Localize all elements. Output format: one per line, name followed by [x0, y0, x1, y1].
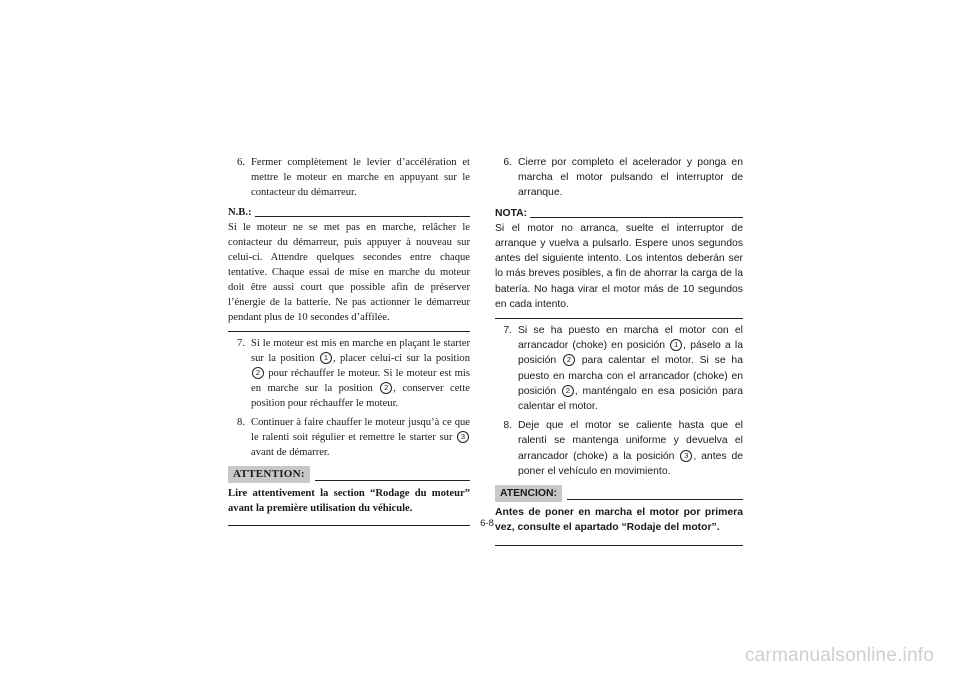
note-underline	[530, 217, 743, 218]
position-2-marker: 2	[380, 382, 392, 394]
step-number: 7.	[503, 325, 512, 337]
note-header-es	[495, 206, 743, 221]
warning-underline	[315, 480, 470, 481]
note-label: NOTA:	[495, 207, 528, 219]
position-2-marker: 2	[562, 385, 574, 397]
warning-header-es	[495, 485, 743, 502]
step-6-fr	[228, 155, 470, 200]
note-divider	[228, 331, 470, 332]
step-text	[251, 415, 470, 460]
step-text-part: Si le moteur est mis en marche en plaçant le starter sur la position	[251, 338, 470, 364]
warning-underline	[567, 499, 743, 500]
step-number: 6.	[237, 157, 245, 168]
step-text-part: , páselo a la posición	[518, 340, 743, 367]
position-1-marker: 1	[320, 352, 332, 364]
warning-header-fr	[228, 466, 470, 483]
warning-text-fr: Lire attentivement la section “Rodage du moteur” avant la première utilisation du véhicule.	[228, 488, 470, 514]
step-8-fr	[228, 415, 470, 460]
step-text-part: Si se ha puesto en marcha el motor con el arrancador (choke) en posición	[518, 325, 743, 352]
step-number: 6.	[503, 157, 512, 168]
step-7-es	[495, 323, 743, 414]
warning-text-es: Antes de poner en marcha el motor por primera vez, consulte el apartado “Rodaje del motor”.	[495, 507, 743, 534]
step-text-part: Continuer à faire chauffer le moteur jusqu’à ce que le ralenti soit régulier et remettre le starter sur	[251, 417, 470, 443]
step-text-part: , antes de poner el vehículo en movimiento.	[518, 450, 744, 477]
note-label: N.B.:	[228, 207, 252, 218]
step-text: Cierre por completo el acelerador y ponga en marcha el motor pulsando el interruptor de arranque.	[518, 157, 743, 199]
page-number: 6-8	[480, 518, 494, 529]
step-6-es	[495, 155, 743, 201]
step-number: 8.	[503, 420, 512, 432]
step-number: 8.	[237, 417, 245, 428]
position-2-marker: 2	[563, 354, 575, 366]
step-text	[518, 418, 743, 479]
french-column	[228, 155, 470, 526]
note-text-es: Si el motor no arranca, suelte el interruptor de arranque y vuelva a pulsarlo. Espere unos segundos antes del siguiente intento. Los intentos deberán ser lo más breves posibles, a fin de ahorrar la carga de la batería. No haga virar el motor más de 10 segundos en cada intento.	[495, 222, 743, 310]
step-7-fr	[228, 336, 470, 411]
note-underline	[255, 216, 470, 217]
step-text-part: , placer celui-ci sur la position	[332, 353, 470, 364]
step-text	[518, 323, 743, 414]
warning-label: ATENCION:	[495, 485, 562, 502]
watermark: carmanualsonline.info	[744, 645, 934, 666]
note-divider	[495, 318, 743, 319]
warning-divider	[495, 545, 743, 546]
step-text: Fermer complètement le levier d’accélération et mettre le moteur en marche en appuyant sur le contacteur du démarreur.	[251, 157, 470, 198]
step-text-part: para calentar el motor. Si se ha puesto en marcha con el arrancador (choke) en posición	[518, 355, 743, 397]
position-2-marker: 2	[252, 367, 264, 379]
position-1-marker: 1	[670, 339, 682, 351]
warning-label: ATTENTION:	[228, 466, 310, 483]
note-header-fr	[228, 205, 470, 220]
step-text-part: , conserver cette position pour réchauffer le moteur.	[251, 383, 470, 409]
step-text-part: avant de démarrer.	[251, 447, 330, 458]
step-text	[251, 336, 470, 411]
position-3-marker: 3	[457, 431, 469, 443]
step-8-es	[495, 418, 743, 479]
step-text-part: Deje que el motor se caliente hasta que el ralentí se mantenga uniforme y devuelva el arrancador (choke) a la posición	[518, 420, 743, 462]
step-text-part: pour réchauffer le moteur. Si le moteur est mis en marche sur la position	[251, 368, 470, 394]
note-text-fr: Si le moteur ne se met pas en marche, relâcher le contacteur du démarreur, puis appuyer à nouveau sur celui-ci. Attendre quelques secondes entre chaque tentative. Chaque essai de mise en marche du moteur doit être aussi court que possible afin de préserver l’énergie de la batterie. Ne pas actionner le démarreur pendant plus de 10 secondes d’affilée.	[228, 222, 470, 323]
spanish-column	[495, 155, 743, 546]
step-number: 7.	[237, 338, 245, 349]
position-3-marker: 3	[680, 450, 692, 462]
step-text-part: , manténgalo en esa posición para calentar el motor.	[518, 385, 743, 413]
warning-divider	[228, 525, 470, 526]
